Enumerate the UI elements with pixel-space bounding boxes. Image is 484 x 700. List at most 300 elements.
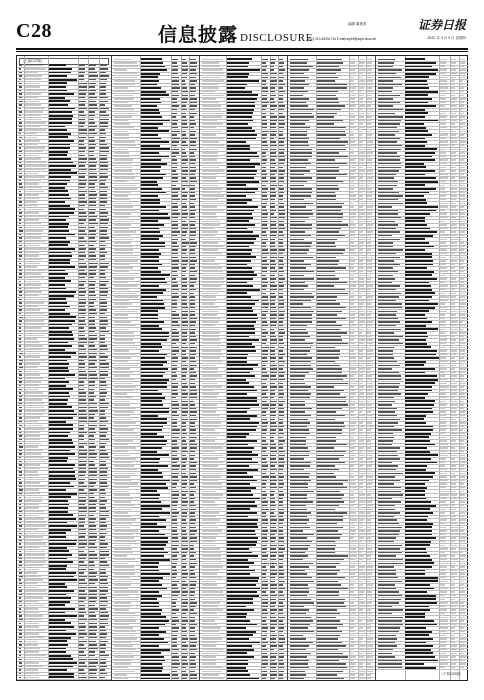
table-cell-text: [79, 677, 87, 679]
table-cell-text: [190, 476, 197, 478]
table-cell-text: [190, 271, 197, 273]
table-cell-text: [89, 180, 96, 182]
table-cell-text: [19, 306, 22, 308]
table-cell-text: [182, 159, 189, 161]
table-cell-text: [19, 504, 21, 506]
table-cell-text: [190, 624, 196, 626]
table-cell-text: [141, 80, 160, 82]
table-cell-text: [182, 102, 188, 104]
table-cell-text: [172, 372, 176, 374]
table-cell-text: [19, 479, 21, 481]
table-cell-text: [190, 609, 194, 611]
table-cell-text: [19, 176, 22, 178]
table-cell-text: [182, 318, 187, 320]
table-cell-text: [172, 462, 177, 464]
table-cell-text: [141, 393, 162, 395]
table-cell-text: [262, 113, 266, 115]
table-cell-text: [114, 635, 136, 637]
table-cell-text: [100, 194, 108, 196]
table-cell-text: [114, 289, 129, 291]
table-cell-text: [79, 223, 84, 225]
table-cell-text: [172, 563, 177, 565]
table-cell-text: [172, 419, 177, 421]
table-cell-text: [89, 518, 96, 520]
table-cell-text: [172, 447, 179, 449]
table-cell-text: [79, 479, 85, 481]
table-cell-text: [182, 678, 188, 680]
table-cell-text: [114, 476, 130, 478]
table-cell-text: [141, 444, 166, 446]
table-cell-text: [49, 644, 68, 646]
table-cell-text: [141, 577, 163, 579]
table-cell-text: [89, 165, 96, 167]
table-cell-text: [141, 278, 165, 280]
table-cell-text: [172, 440, 177, 442]
table-cell-text: [79, 367, 85, 369]
table-cell-text: [141, 321, 164, 323]
table-cell-text: [49, 190, 68, 192]
table-cell-text: [89, 93, 94, 95]
table-cell-text: [79, 345, 84, 347]
table-cell-text: [182, 217, 187, 219]
table-cell-text: [49, 594, 66, 596]
table-cell-text: [182, 206, 188, 208]
table-cell-text: [141, 494, 160, 496]
table-cell-text: [182, 663, 188, 665]
table-cell-text: [141, 256, 159, 258]
table-cell-text: [114, 678, 128, 680]
table-cell-text: [141, 206, 166, 208]
table-cell-text: [141, 534, 165, 536]
table-cell-text: [19, 583, 23, 585]
table-cell-text: [190, 501, 194, 503]
table-cell-text: [270, 159, 274, 161]
table-cell-text: [79, 313, 86, 315]
table-cell-text: [190, 235, 195, 237]
table-cell-text: [141, 372, 165, 374]
table-cell-text: [270, 177, 276, 179]
table-cell-text: [202, 91, 216, 93]
table-cell-text: [141, 292, 163, 294]
table-cell-text: [114, 120, 128, 122]
table-cell-text: [141, 472, 162, 474]
table-cell-text: [89, 475, 96, 477]
table-cell-text: [25, 399, 43, 401]
table-cell-text: [100, 356, 108, 358]
table-cell-text: [172, 433, 180, 435]
table-cell-text: [49, 259, 70, 261]
table-cell-text: [89, 392, 94, 394]
table-cell-text: [141, 145, 160, 147]
table-cell-text: [89, 533, 97, 535]
table-cell-text: [227, 145, 250, 147]
table-cell-text: [114, 372, 133, 374]
table-cell-text: [89, 655, 94, 657]
table-cell-text: [190, 73, 196, 75]
table-cell-text: [141, 570, 159, 572]
table-cell-text: [100, 558, 105, 560]
table-cell-text: [89, 288, 95, 290]
table-cell-text: [182, 282, 188, 284]
table-cell-text: [89, 338, 96, 340]
table-cell-text: [89, 554, 97, 556]
table-cell-text: [172, 516, 177, 518]
table-cell-text: [19, 309, 22, 311]
table-cell-text: [100, 169, 109, 171]
table-cell-text: [141, 127, 159, 129]
table-cell-text: [89, 482, 96, 484]
table-cell-text: [49, 266, 75, 268]
table-cell-text: [182, 149, 186, 151]
table-cell-text: [100, 677, 105, 679]
table-cell-text: [49, 93, 74, 95]
table-cell-text: [79, 547, 85, 549]
table-cell-text: [79, 255, 86, 257]
table-cell-text: [114, 397, 134, 399]
table-cell-text: [79, 525, 84, 527]
table-cell-text: [114, 386, 136, 388]
table-cell-text: [182, 660, 187, 662]
table-cell-text: [19, 327, 21, 329]
table-cell-text: [89, 313, 97, 315]
page-header: [16, 14, 468, 48]
table-cell-text: [279, 177, 284, 179]
table-cell-text: [79, 263, 86, 265]
table-cell-text: [19, 320, 23, 322]
table-cell-text: [279, 159, 285, 161]
table-cell-text: [19, 183, 22, 185]
table-cell-text: [25, 259, 42, 261]
table-cell-text: [141, 192, 166, 194]
table-cell-text: [25, 104, 42, 106]
table-cell-text: [100, 252, 107, 254]
table-cell-text: [19, 165, 22, 167]
table-cell-text: [25, 223, 41, 225]
table-cell-text: [19, 79, 21, 81]
table-cell-text: [141, 645, 159, 647]
table-cell-text: [182, 87, 188, 89]
table-cell-text: [49, 662, 77, 664]
table-cell-text: [25, 273, 41, 275]
table-cell-text: [19, 288, 21, 290]
table-cell-text: [19, 486, 22, 488]
table-cell-text: [79, 356, 87, 358]
table-cell-text: [89, 133, 97, 135]
table-cell-text: [49, 658, 73, 660]
table-cell-text: [25, 122, 46, 124]
table-cell-text: [190, 390, 196, 392]
table-cell-text: [279, 95, 283, 97]
table-cell-text: [100, 641, 108, 643]
table-cell-text: [100, 241, 106, 243]
table-cell-text: [172, 595, 178, 597]
table-cell-text: [89, 669, 97, 671]
table-cell-text: [89, 587, 97, 589]
table-cell-text: [49, 421, 66, 423]
table-cell-text: [19, 65, 22, 67]
table-cell-text: [172, 278, 176, 280]
table-cell-text: [141, 94, 170, 96]
table-cell-text: [182, 635, 188, 637]
table-cell-text: [89, 155, 94, 157]
table-cell-text: [49, 604, 65, 606]
table-cell-text: [19, 626, 22, 628]
table-cell-text: [19, 551, 21, 553]
table-cell-text: [49, 277, 65, 279]
table-cell-text: [19, 637, 22, 639]
table-cell-text: [89, 389, 94, 391]
table-cell-text: [100, 367, 109, 369]
table-cell-text: [114, 300, 130, 302]
table-cell-text: [172, 141, 179, 143]
table-cell-text: [79, 443, 87, 445]
table-cell-text: [141, 238, 159, 240]
table-cell-text: [89, 644, 97, 646]
table-cell-text: [25, 435, 41, 437]
table-cell-text: [100, 601, 109, 603]
table-cell-text: [79, 353, 86, 355]
table-cell-text: [25, 497, 44, 499]
table-cell-text: [172, 674, 178, 676]
table-cell-text: [19, 104, 22, 106]
table-cell-text: [114, 530, 138, 532]
table-cell-text: [270, 152, 276, 154]
table-cell-text: [19, 86, 22, 88]
table-cell-text: [100, 291, 108, 293]
table-cell-text: [190, 217, 195, 219]
table-cell-text: [270, 174, 275, 176]
table-cell-text: [49, 212, 74, 214]
table-cell-text: [141, 606, 159, 608]
table-cell-text: [89, 443, 94, 445]
table-cell-text: [182, 512, 188, 514]
table-cell-text: [202, 120, 217, 122]
table-cell-text: [182, 332, 187, 334]
table-cell-text: [114, 253, 133, 255]
table-cell-text: [172, 624, 176, 626]
table-cell-text: [172, 473, 179, 475]
table-cell-text: [279, 73, 283, 75]
table-cell-text: [114, 278, 134, 280]
table-cell-text: [89, 342, 94, 344]
table-cell-text: [49, 396, 70, 398]
table-cell-text: [141, 422, 168, 424]
table-cell-text: [79, 111, 84, 113]
table-cell-text: [89, 558, 97, 560]
table-cell-text: [172, 127, 178, 129]
table-cell-text: [100, 97, 108, 99]
table-cell-text: [89, 594, 96, 596]
table-cell-text: [190, 631, 194, 633]
table-cell-text: [89, 245, 94, 247]
table-cell-text: [25, 619, 42, 621]
table-cell-text: [141, 595, 163, 597]
table-cell-text: [79, 79, 84, 81]
table-cell-text: [190, 231, 195, 233]
table-cell-text: [182, 667, 186, 669]
table-cell-text: [49, 144, 70, 146]
table-cell-text: [190, 109, 195, 111]
table-cell-text: [114, 318, 128, 320]
table-cell-text: [100, 468, 108, 470]
table-cell-text: [190, 552, 195, 554]
table-cell-text: [100, 79, 107, 81]
table-cell-text: [79, 327, 84, 329]
table-cell-text: [262, 181, 268, 183]
table-cell-text: [227, 177, 254, 179]
table-cell-text: [89, 540, 95, 542]
table-cell-text: [190, 163, 195, 165]
table-cell-text: [49, 457, 68, 459]
table-cell-text: [141, 361, 168, 363]
table-cell-text: [25, 219, 40, 221]
table-cell-text: [182, 595, 187, 597]
table-cell-text: [182, 354, 187, 356]
table-cell-text: [262, 91, 268, 93]
table-cell-text: [141, 213, 168, 215]
table-cell-text: [49, 338, 74, 340]
table-cell-text: [19, 597, 21, 599]
table-cell-text: [141, 580, 160, 582]
table-cell-text: [279, 116, 285, 118]
table-cell-text: [89, 144, 95, 146]
table-cell-text: [79, 493, 87, 495]
table-cell-text: [19, 324, 21, 326]
table-cell-text: [141, 411, 170, 413]
table-cell-text: [100, 615, 109, 617]
table-cell-text: [100, 540, 105, 542]
table-cell-text: [202, 116, 222, 118]
table-cell-text: [190, 419, 197, 421]
table-cell-text: [172, 257, 178, 259]
table-cell-text: [49, 370, 69, 372]
table-cell-text: [172, 401, 178, 403]
table-cell-text: [79, 605, 85, 607]
table-cell-text: [49, 64, 66, 66]
table-cell-text: [182, 221, 186, 223]
table-cell-text: [182, 426, 186, 428]
table-cell-text: [79, 176, 85, 178]
table-cell-text: [79, 572, 84, 574]
table-cell-text: [79, 608, 85, 610]
table-cell-text: [100, 90, 106, 92]
table-cell-text: [19, 140, 21, 142]
table-cell-text: [79, 86, 87, 88]
table-cell-text: [172, 246, 179, 248]
table-cell-text: [100, 83, 106, 85]
table-cell-text: [19, 633, 23, 635]
table-cell-text: [141, 148, 170, 150]
table-cell-text: [270, 80, 277, 82]
table-cell-text: [25, 309, 41, 311]
table-cell-text: [49, 291, 76, 293]
table-cell-text: [114, 285, 138, 287]
table-cell-text: [100, 335, 106, 337]
table-cell-text: [190, 566, 194, 568]
table-cell-text: [49, 147, 70, 149]
table-cell-text: [25, 381, 42, 383]
table-cell-text: [172, 95, 179, 97]
table-cell-text: [114, 429, 135, 431]
table-cell-text: [114, 480, 131, 482]
table-cell-text: [190, 199, 196, 201]
table-cell-text: [190, 408, 195, 410]
table-cell-text: [141, 458, 160, 460]
table-cell-text: [182, 98, 188, 100]
table-cell-text: [25, 108, 45, 110]
table-cell-text: [172, 91, 178, 93]
table-cell-text: [49, 216, 69, 218]
table-cell-text: [79, 291, 86, 293]
table-cell-text: [25, 662, 40, 664]
table-cell-text: [19, 241, 22, 243]
table-cell-text: [19, 529, 21, 531]
table-cell-text: [49, 525, 77, 527]
table-cell-text: [100, 504, 106, 506]
table-cell-text: [227, 66, 248, 68]
table-cell-text: [172, 152, 179, 154]
table-cell-text: [279, 84, 285, 86]
table-cell-text: [25, 533, 47, 535]
table-cell-text: [279, 80, 283, 82]
table-cell-text: [182, 109, 188, 111]
table-cell-text: [89, 255, 96, 257]
table-cell-text: [114, 591, 138, 593]
table-cell-text: [190, 581, 197, 583]
table-cell-text: [19, 615, 22, 617]
table-cell-text: [141, 624, 165, 626]
table-cell-text: [227, 109, 254, 111]
table-cell-text: [114, 80, 136, 82]
table-cell-text: [172, 663, 180, 665]
table-cell-text: [49, 597, 71, 599]
table-cell-text: [49, 518, 76, 520]
table-cell-text: [262, 152, 266, 154]
table-cell-text: [25, 630, 45, 632]
table-cell-text: [279, 113, 282, 115]
table-cell-text: [19, 457, 21, 459]
table-cell-text: [172, 483, 177, 485]
table-cell-text: [202, 127, 216, 129]
table-cell-text: [49, 417, 73, 419]
table-cell-text: [19, 493, 22, 495]
table-cell-text: [49, 388, 73, 390]
table-cell-text: [172, 145, 177, 147]
table-cell-text: [100, 662, 107, 664]
table-cell-text: [49, 356, 71, 358]
table-cell-text: [190, 213, 195, 215]
table-cell-text: [89, 583, 95, 585]
table-cell-text: [190, 98, 196, 100]
table-cell-text: [25, 641, 38, 643]
table-cell-text: [19, 515, 23, 517]
table-cell-text: [25, 572, 38, 574]
table-cell-text: [19, 129, 22, 131]
table-cell-text: [79, 374, 87, 376]
table-cell-text: [190, 559, 195, 561]
table-cell-text: [79, 191, 87, 193]
table-cell-text: [49, 68, 72, 70]
table-cell-text: [190, 613, 197, 615]
disclosure-table-frame: [16, 55, 468, 681]
table-cell-text: [190, 87, 196, 89]
table-cell-text: [279, 174, 283, 176]
table-column-1: [17, 56, 111, 680]
table-cell-text: [49, 136, 68, 138]
table-cell-text: [19, 360, 23, 362]
table-cell-text: [141, 105, 158, 107]
table-cell-text: [182, 386, 189, 388]
